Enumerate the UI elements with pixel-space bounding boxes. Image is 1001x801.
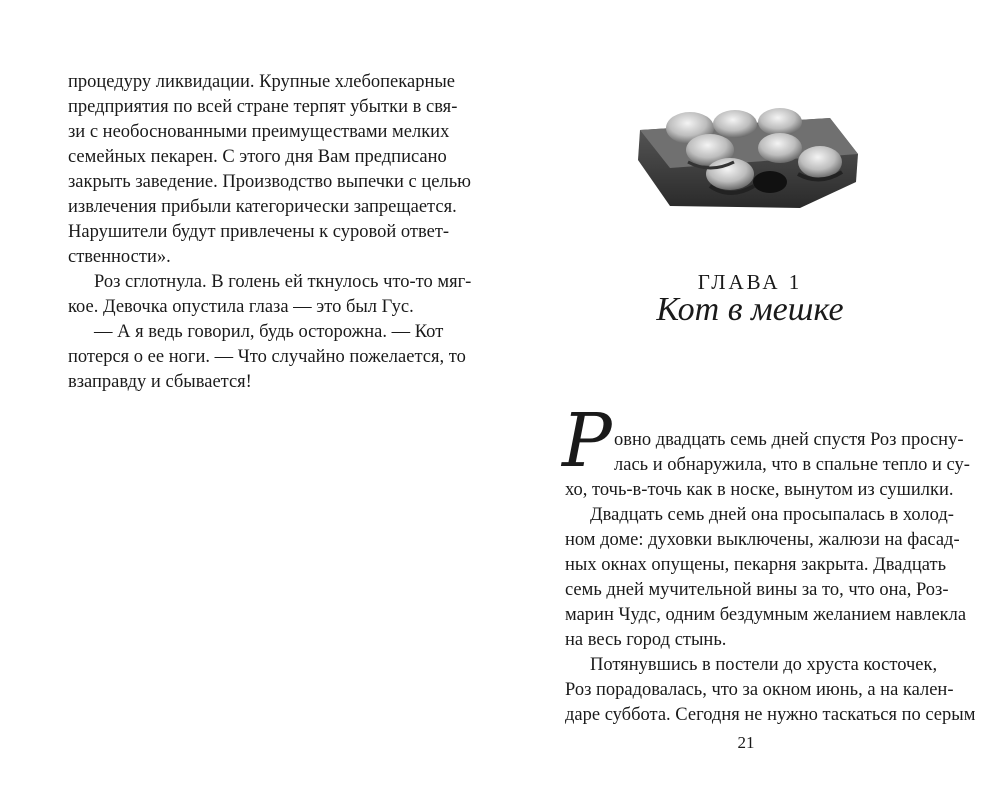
text-line: процедуру ликвидации. Крупные хлебопекарные <box>68 72 455 92</box>
text-line: зи с необоснованными преимуществами мелких <box>68 122 450 142</box>
chapter-title: Кот в мешке <box>656 291 844 328</box>
text-line: семь дней мучительной вины за то, что она, Роз- <box>565 580 949 600</box>
text-line: закрыть заведение. Производство выпечки с целью <box>68 172 471 192</box>
text-line: извлечения прибыли категорически запрещается. <box>68 197 457 217</box>
text-line: — А я ведь говорил, будь осторожна. — Кот <box>94 322 444 342</box>
text-line: даре суббота. Сегодня не нужно таскаться по серым <box>565 705 976 725</box>
text-line: Потянувшись в постели до хруста косточек, <box>590 655 938 675</box>
muffin-tin-illustration <box>630 90 870 230</box>
text-line: потерся о ее ноги. — Что случайно пожелается, то <box>68 347 466 367</box>
text-line: ном доме: духовки выключены, жалюзи на фасад- <box>565 530 960 550</box>
text-line: лась и обнаружила, что в спальне тепло и су- <box>614 455 970 475</box>
text-line: кое. Девочка опустила глаза — это был Гус. <box>68 297 414 317</box>
text-line: предприятия по всей стране терпят убытки в свя- <box>68 97 458 117</box>
text-line: Роз сглотнула. В голень ей ткнулось что-то мяг- <box>94 272 472 292</box>
text-line: на весь город стынь. <box>565 630 727 650</box>
text-line: хо, точь-в-точь как в носке, вынутом из сушилки. <box>565 480 954 500</box>
drop-cap: Р <box>562 398 612 484</box>
page-number: 21 <box>737 733 755 752</box>
text-line: овно двадцать семь дней спустя Роз просну- <box>614 430 964 450</box>
text-line: ных окнах опущены, пекарня закрыта. Двадцать <box>565 555 947 575</box>
text-line: Двадцать семь дней она просыпалась в холод- <box>590 505 954 525</box>
text-line: Роз порадовалась, что за окном июнь, а на кален- <box>565 680 954 700</box>
chapter-label: ГЛАВА 1 <box>697 270 803 294</box>
text-line: ственности». <box>68 247 171 267</box>
text-line: взаправду и сбывается! <box>68 372 252 392</box>
text-line: семейных пекарен. С этого дня Вам предписано <box>68 147 447 167</box>
text-line: марин Чудс, одним бездумным желанием навлекла <box>565 605 967 625</box>
text-line: Нарушители будут привлечены к суровой ответ- <box>68 222 450 242</box>
